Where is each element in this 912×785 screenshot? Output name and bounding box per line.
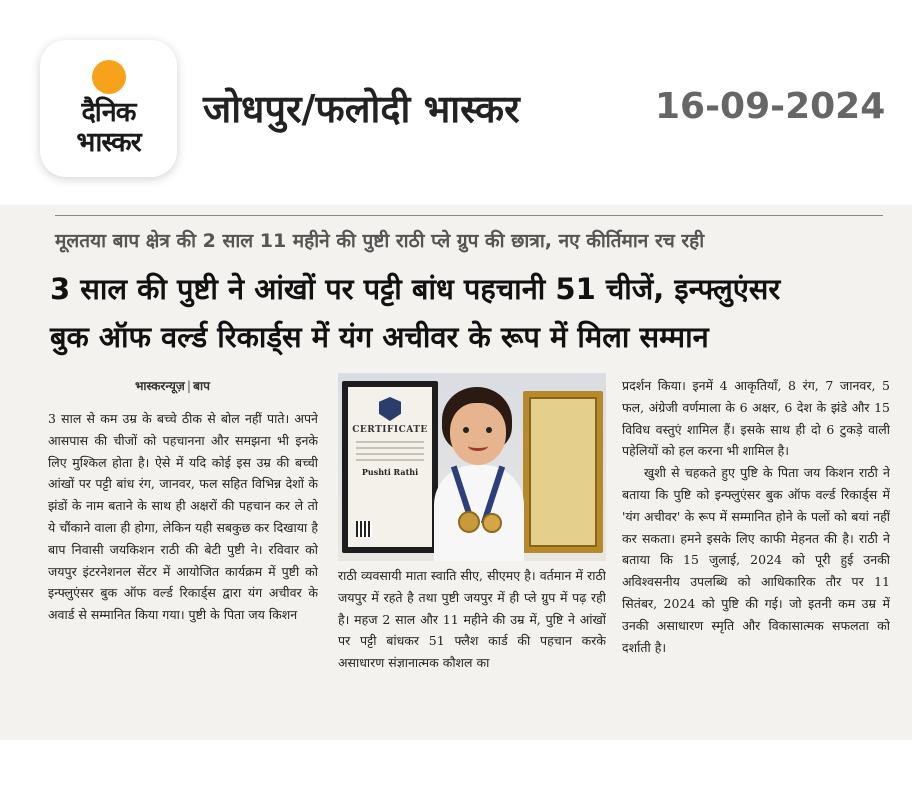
certificate-frame: [342, 381, 438, 553]
logo-line-1: दैनिक: [81, 96, 136, 128]
headline-line-2: बुक ऑफ वर्ल्ड रिकार्ड्स में यंग अचीवर के रूप में मिला सम्मान: [50, 320, 709, 354]
eye: [486, 427, 492, 433]
news-photo: [338, 373, 606, 561]
dainik-bhaskar-logo: [40, 40, 177, 177]
column-3-paragraph-1: प्रदर्शन किया। इनमें 4 आकृतियाँ, 8 रंग, 7 जानवर, 5 फल, अंग्रेजी वर्णमाला के 6 अक्षर, 6 देश के झंडे और 15 विविध वस्तुएं शामिल हैं। इसके साथ ही दो 6 टुकड़े वाली पहेलियों को हल करना भी शामिल है।: [622, 378, 890, 459]
newspaper-clipping: [0, 205, 912, 740]
byline-source: भास्करन्यूज़: [135, 379, 185, 393]
medal-icon: [482, 513, 502, 533]
qr-code-icon: [356, 521, 372, 537]
certificate: [348, 387, 432, 547]
headline-line-1: 3 साल की पुष्टी ने आंखों पर पट्टी बांध पहचानी 51 चीजें, इन्फ्लुएंसर: [50, 272, 781, 306]
adjacent-article-edge: [895, 205, 912, 740]
certificate-name: Pushti Rathi: [361, 467, 419, 477]
article-column-1: [48, 408, 318, 698]
logo-line-2: भास्कर: [76, 126, 141, 158]
byline: [135, 377, 210, 394]
gold-frame: [523, 391, 603, 553]
article-column-2: [338, 565, 606, 695]
certificate-title: CERTIFICATE: [352, 425, 428, 435]
article-headline: [50, 265, 890, 361]
edition-date: 16-09-2024: [655, 86, 886, 127]
edition-title: जोधपुर/फलोदी भास्कर: [203, 87, 520, 131]
medal-icon: [458, 511, 480, 533]
top-rule: [55, 215, 883, 216]
article-column-3: [622, 375, 890, 695]
eye: [463, 427, 469, 433]
column-1-text: 3 साल से कम उम्र के बच्चे ठीक से बोल नहीं पाते। अपने आसपास की चीजों को पहचानना और समझना भी इनके लिए मुश्किल होता है। ऐसे में यदि कोई इस उम्र की बच्ची आंखों पर पट्टी बांध रंग, जानवर, फल सहित विभिन्न देशों के झंडों के नाम बताने के साथ ही अक्षरों की पहचान कर ले तो ये चौंकाने वाला ही होगा, लेकिन यही सबकुछ कर दिखाया है बाप निवासी जयकिशन राठी की बेटी पुष्टी ने। रविवार को जयपुर इंटरनेशनल सेंटर में आयोजित कार्यक्रम में पुष्टी को इन्फ्लुएंसर बुक ऑफ वर्ल्ड रिकार्ड्स द्वारा यंग अचीवर के अवार्ड से सम्मानित किया गया। पुष्टी के पिता जय किशन: [48, 411, 318, 623]
byline-separator: |: [186, 379, 192, 393]
byline-place: बाप: [193, 379, 210, 393]
column-3-paragraph-2: खुशी से चहकते हुए पुष्टि के पिता जय किशन राठी ने बताया कि पुष्टि को इन्फ्लुएंसर बुक ऑफ वर्ल्ड रिकार्ड्स में 'यंग अचीवर' के रूप में सम्मानित होने के पलों को बयां नहीं कर सकता। हमने इसके लिए काफी मेहनत की है। राठी ने बताया कि 15 जुलाई, 2024 को पूरी हुई उनकी अविश्वसनीय उपलब्धि को आधिकारिक तौर पर 11 सितंबर, 2024 को पुष्टि की गई। जो इतनी कम उम्र में उनकी असाधारण स्मृति और विकासात्मक सफलता को दर्शाती है।: [622, 465, 890, 655]
child-face: [450, 403, 506, 465]
child-body: [434, 465, 524, 561]
certificate-text-lines: [356, 441, 424, 461]
sun-icon: [92, 60, 126, 94]
shield-icon: [379, 397, 401, 421]
smile: [468, 441, 488, 451]
column-2-text: राठी व्यवसायी माता स्वाति सीए, सीएमए है। वर्तमान में राठी जयपुर में रहते है तथा पुष्टी जयपुर में ही प्ले ग्रुप में पढ़ रही है। महज 2 साल और 11 महीने की उम्र में, पुष्टि ने आंखों पर पट्टी बांधकर 51 फ्लैश कार्ड की पहचान करके असाधारण संज्ञानात्मक कौशल का: [338, 568, 606, 671]
article-kicker: मूलतया बाप क्षेत्र की 2 साल 11 महीने की पुष्टी राठी प्ले ग्रुप की छात्रा, नए कीर्तिमान रच रही: [55, 230, 705, 252]
